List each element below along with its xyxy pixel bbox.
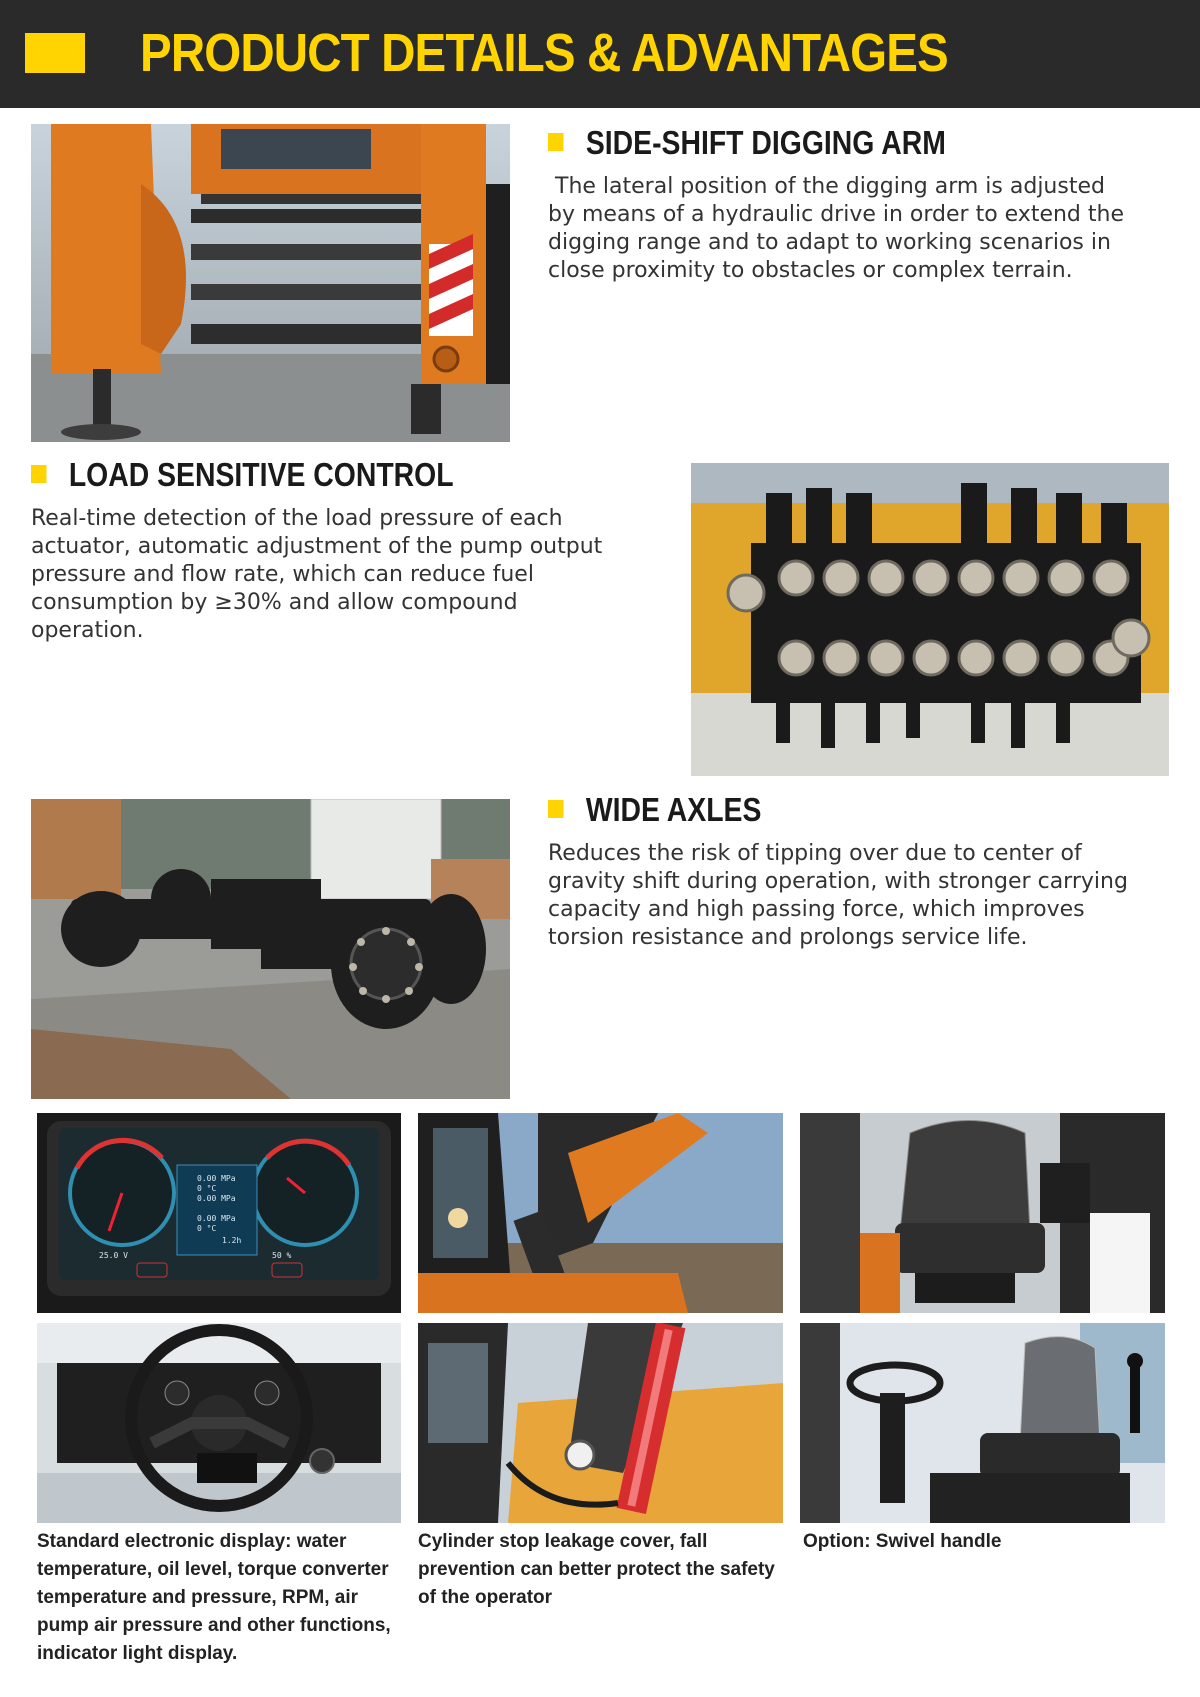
section-title-text: WIDE AXLES — [585, 791, 762, 828]
header-accent-block — [25, 33, 85, 73]
cylinder-cover-photo — [418, 1323, 783, 1523]
dash-temp-1: 0 °C — [197, 1184, 217, 1193]
boom-cylinder-photo — [418, 1113, 783, 1313]
control-valve-photo — [691, 463, 1169, 776]
caption-cylinder-cover: Cylinder stop leakage cover, fall prevention can better protect the safety of the operator — [418, 1531, 775, 1608]
caption-electronic-display: Standard electronic display: water temperature, oil level, torque converter temperature and pressure, RPM, air pump air pressure and other functions, indicator light display. — [37, 1531, 391, 1664]
steering-wheel-photo — [37, 1323, 401, 1523]
side-shift-arm-photo — [31, 124, 510, 442]
bullet-square — [548, 133, 563, 151]
dash-fuel: 50 % — [272, 1251, 292, 1260]
dash-pressure-1: 0.00 MPa — [197, 1174, 236, 1183]
wide-axles-photo — [31, 799, 510, 1099]
electronic-display-photo — [37, 1113, 401, 1313]
bullet-square — [31, 465, 46, 483]
bullet-square — [548, 800, 563, 818]
page-header — [0, 0, 1200, 108]
section-title-wide-axles — [548, 791, 761, 829]
dash-hours: 1.2h — [222, 1236, 242, 1245]
section-title-load-sensitive — [31, 456, 454, 494]
section-title-text: LOAD SENSITIVE CONTROL — [68, 456, 454, 493]
section-body-side-shift: The lateral position of the digging arm is adjusted by means of a hydraulic drive in order to extend the digging range and to adapt to working scenarios in close proximity to obstacles or complex terrain. — [548, 174, 1131, 283]
section-body-load-sensitive: Real-time detection of the load pressure of each actuator, automatic adjustment of the pump output pressure and flow rate, which can reduce fuel consumption by ≥30% and allow compound operation. — [31, 506, 603, 643]
dash-voltage: 25.0 V — [99, 1251, 128, 1260]
dash-pressure-2: 0.00 MPa — [197, 1194, 236, 1203]
dash-pressure-3: 0.00 MPa — [197, 1214, 236, 1223]
caption-swivel-handle: Option: Swivel handle — [803, 1531, 1002, 1552]
section-title-text: SIDE-SHIFT DIGGING ARM — [585, 124, 946, 161]
operator-seat-photo — [800, 1113, 1165, 1313]
swivel-handle-photo — [800, 1323, 1165, 1523]
section-body-wide-axles: Reduces the risk of tipping over due to center of gravity shift during operation, with stronger carrying capacity and high passing force, which improves torsion resistance and prolongs service life. — [548, 841, 1128, 950]
page-title: PRODUCT DETAILS & ADVANTAGES — [140, 23, 948, 83]
dash-temp-2: 0 °C — [197, 1224, 217, 1233]
section-title-side-shift — [548, 124, 946, 162]
